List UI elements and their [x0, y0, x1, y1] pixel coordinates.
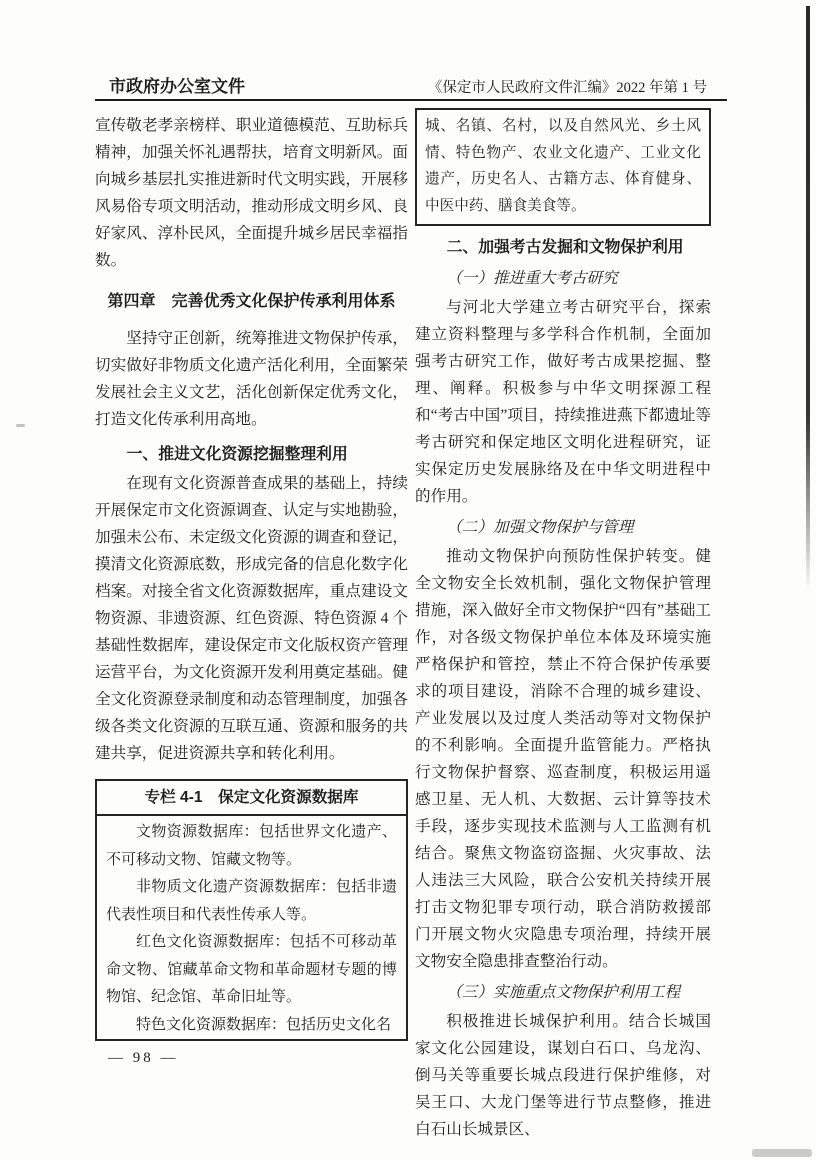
chapter-intro-paragraph: 坚持守正创新，统筹推进文物保护传承，切实做好非物质文化遗产活化利用，全面繁荣发展社会主义文艺，活化创新保定优秀文化，打造文化传承利用高地。 — [95, 330, 408, 428]
scan-speck-artifact — [16, 424, 25, 427]
header-divider-rule — [95, 99, 727, 101]
subsection-2-2-heading: （二）加强文物保护与管理 — [446, 519, 634, 536]
right-column — [415, 108, 711, 1143]
sidebar-box-item-red-culture: 红色文化资源数据库：包括不可移动革命文物、馆藏革命文物和革命题材专题的博物馆、纪念馆、革命旧址等。 — [106, 934, 397, 1005]
scan-smudge-artifact — [752, 1149, 812, 1157]
subsection-2-1-heading: （一）推进重大考古研究 — [446, 270, 618, 287]
scan-edge-artifact — [806, 6, 810, 591]
subsection-2-1-paragraph: 与河北大学建立考古研究平台，探索建立资料整理与多学科合作机制，全面加强考古研究工作，做好考古成果挖掘、整理、阐释。积极参与中华文明探源工程和“考古中国”项目，持续推进燕下都遗址等考古研究和保定地区文明化进程研究，证实保定历史发展脉络及在中华文明进程中的作用。 — [415, 299, 711, 505]
section-2-heading: 二、加强考古发掘和文物保护利用 — [446, 239, 684, 256]
subsection-2-3-heading: （三）实施重点文物保护利用工程 — [446, 984, 681, 1001]
page-number: — 98 — — [108, 1050, 179, 1066]
sidebar-box-item-intangible-heritage: 非物质文化遗产资源数据库：包括非遗代表性项目和代表性传承人等。 — [106, 879, 397, 923]
section-1-heading: 一、推进文化资源挖掘整理利用 — [126, 446, 348, 463]
left-column — [95, 112, 408, 1041]
header-publication-info: 《保定市人民政府文件汇编》2022 年第 1 号 — [427, 80, 707, 96]
sidebar-box-continuation — [415, 108, 711, 226]
sidebar-box-4-1 — [95, 779, 408, 1041]
subsection-2-3-paragraph: 积极推进长城保护利用。结合长城国家文化公园建设，谋划白石口、乌龙沟、倒马关等重要长城点段进行保护维修，对吴王口、大龙门堡等进行节点整修，推进白石山长城景区、 — [415, 1013, 711, 1138]
sidebar-box-item-relics: 文物资源数据库：包括世界文化遗产、不可移动文物、馆藏文物等。 — [106, 824, 397, 868]
sidebar-box-title: 专栏 4-1 保定文化资源数据库 — [97, 781, 406, 816]
sidebar-box-continuation-text: 城、名镇、名村，以及自然风光、乡土风情、特色物产、农业文化遗产、工业文化遗产，历史名人、古籍方志、体育健身、中医中药、膳食美食等。 — [425, 118, 701, 214]
paragraph-civility-continuation: 宣传敬老孝亲榜样、职业道德模范、互助标兵精神，加强关怀礼遇帮扶，培育文明新风。面向城乡基层扎实推进新时代文明实践，开展移风易俗专项文明活动，推动形成文明乡风、良好家风、淳朴民风，全面提升城乡居民幸福指数。 — [95, 117, 408, 269]
header-doc-type: 市政府办公室文件 — [109, 77, 245, 96]
sidebar-box-body — [97, 816, 406, 1039]
chapter-4-heading: 第四章 完善优秀文化保护传承利用体系 — [107, 293, 396, 310]
subsection-2-2-paragraph: 推动文物保护向预防性保护转变。健全文物安全长效机制，强化文物保护管理措施，深入做好全市文物保护“四有”基础工作，对各级文物保护单位本体及环境实施严格保护和管控，禁止不符合保护传承要求的项目建设，消除不合理的城乡建设、产业发展以及过度人类活动等对文物保护的不利影响。全面提升监管能力。严格执行文物保护督察、巡查制度，积极运用遥感卫星、无人机、大数据、云计算等技术手段，逐步实现技术监测与人工监测有机结合。聚焦文物盗窃盗掘、火灾事故、法人违法三大风险，联合公安机关持续开展打击文物犯罪专项行动，联合消防救援部门开展文物火灾隐患专项治理，持续开展文物安全隐患排查整治行动。 — [415, 548, 711, 970]
sidebar-box-item-special-culture: 特色文化资源数据库：包括历史文化名 — [136, 1016, 392, 1033]
section-1-paragraph: 在现有文化资源普查成果的基础上，持续开展保定市文化资源调查、认定与实地勘验，加强未公布、未定级文化资源的调查和登记，摸清文化资源底数，形成完备的信息化数字化档案。对接全省文化资源数据库，重点建设文物资源、非遗资源、红色资源、特色资源 4 个基础性数据库，建设保定市文化版权资产管理运营平台，为文化资源开发利用奠定基础。健全文化资源登录制度和动态管理制度，加强各级各类文化资源的互联互通、资源和服务的共建共享，促进资源共享和转化利用。 — [95, 475, 408, 762]
